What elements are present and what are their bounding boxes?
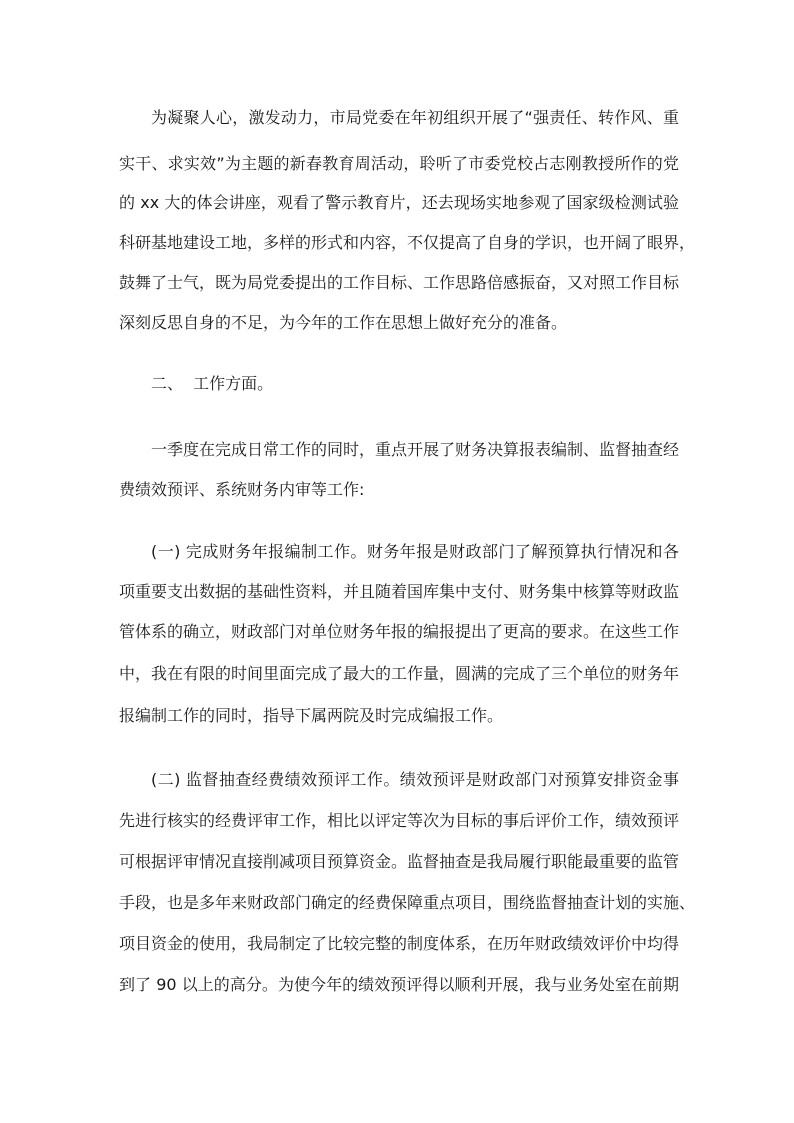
- paragraph-3-line-1: (一) 完成财务年报编制工作。财务年报是财政部门了解预算执行情况和各: [151, 542, 679, 561]
- paragraph-1-line-4: 科研基地建设工地，多样的形式和内容，不仅提高了自身的学识，也开阔了眼界，: [119, 233, 696, 252]
- paragraph-3-line-5: 报编制工作的同时，指导下属两院及时完成编报工作。: [119, 706, 504, 725]
- paragraph-4-line-5: 项目资金的使用，我局制定了比较完整的制度体系，在历年财政绩效评价中均得: [119, 934, 680, 953]
- paragraph-4-line-2: 先进行核实的经费评审工作，相比以评定等次为目标的事后评价工作，绩效预评: [119, 811, 680, 830]
- paragraph-1-line-3: 的 xx 大的体会讲座，观看了警示教育片，还去现场实地参观了国家级检测试验: [119, 193, 679, 212]
- paragraph-1-line-6: 深刻反思自身的不足，为今年的工作在思想上做好充分的准备。: [119, 313, 568, 332]
- paragraph-2-line-1: 一季度在完成日常工作的同时，重点开展了财务决算报表编制、监督抽查经: [151, 440, 680, 459]
- paragraph-3-line-3: 管体系的确立，财政部门对单位财务年报的编报提出了更高的要求。在这些工作: [119, 622, 680, 641]
- paragraph-1-line-5: 鼓舞了士气，既为局党委提出的工作目标、工作思路倍感振奋，又对照工作目标: [119, 273, 680, 292]
- paragraph-4-line-6: 到了 90 以上的高分。为使今年的绩效预评得以顺利开展，我与业务处室在前期: [119, 975, 679, 994]
- paragraph-4-line-1: (二) 监督抽查经费绩效预评工作。绩效预评是财政部门对预算安排资金事: [151, 770, 679, 789]
- paragraph-4-line-3: 可根据评审情况直接削减项目预算资金。监督抽查是我局履行职能最重要的监管: [119, 852, 680, 871]
- section-heading: 二、 工作方面。: [151, 374, 274, 393]
- paragraph-3-line-4: 中，我在有限的时间里面完成了最大的工作量，圆满的完成了三个单位的财务年: [119, 664, 680, 683]
- paragraph-3-line-2: 项重要支出数据的基础性资料，并且随着国库集中支付、财务集中核算等财政监: [119, 582, 680, 601]
- paragraph-2-line-2: 费绩效预评、系统财务内审等工作:: [119, 480, 365, 499]
- paragraph-4-line-4: 手段，也是多年来财政部门确定的经费保障重点项目，围绕监督抽查计划的实施、: [119, 893, 696, 912]
- paragraph-1-line-1: 为凝聚人心，激发动力，市局党委在年初组织开展了“强责任、转作风、重: [151, 108, 679, 127]
- paragraph-1-line-2: 实干、求实效”为主题的新春教育周活动，聆听了市委党校占志刚教授所作的党: [119, 154, 679, 173]
